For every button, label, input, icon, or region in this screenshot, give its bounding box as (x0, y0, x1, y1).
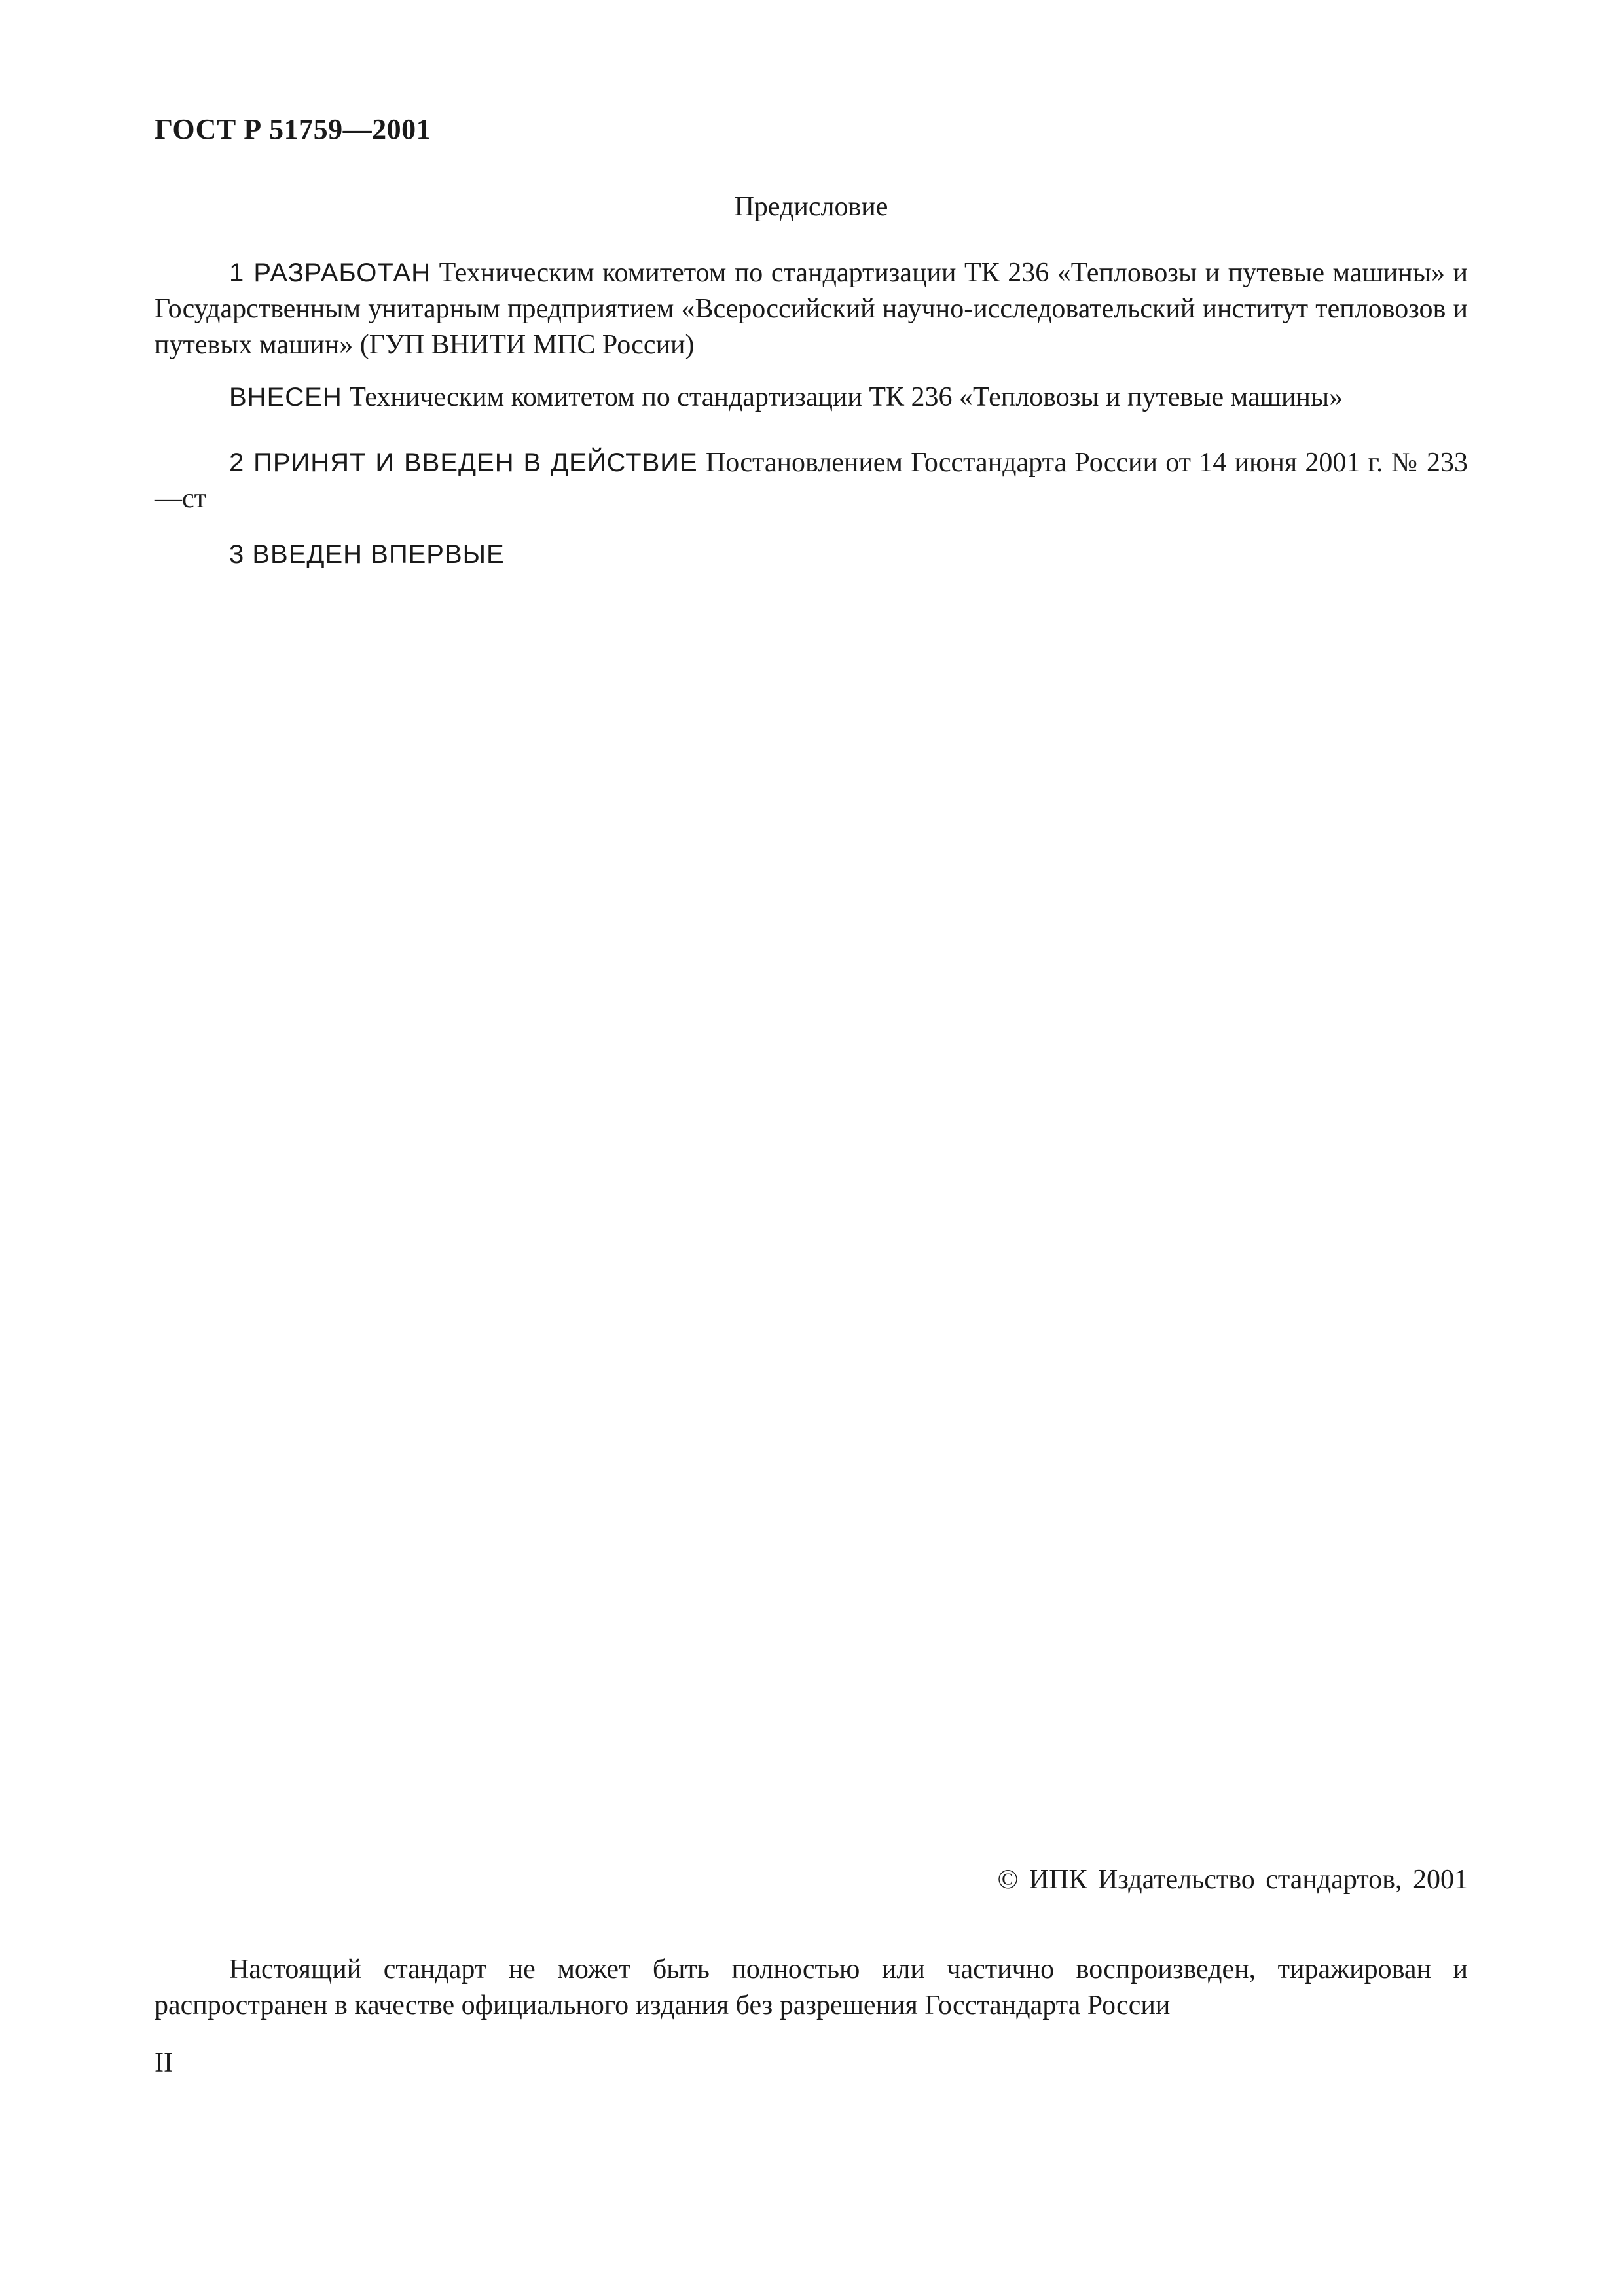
preface-item-first-introduced (155, 537, 1468, 573)
preface-item-text: Техническим комитетом по стандартизации ТК 236 «Тепловозы и путевые машины» и Государственным унитарным предприятием «Всероссийский научно-исследовательский институт тепловозов и путевых машин» (ГУП ВНИТИ МПС России) (155, 258, 1468, 360)
preface-item-introduced (155, 380, 1468, 416)
preface-item-lead: 1 РАЗРАБОТАН (229, 259, 431, 287)
preface-item-lead: ВНЕСЕН (229, 383, 342, 412)
preface-item-text: Постановлением Госстандарта России от 14 июня 2001 г. № 233—ст (155, 448, 1468, 514)
preface-item-developed (155, 255, 1468, 363)
preface-item-text: Техническим комитетом по стандартизации ТК 236 «Тепловозы и путевые машины» (342, 382, 1343, 412)
preface-item-adopted (155, 445, 1468, 517)
reproduction-notice: Настоящий стандарт не может быть полностью или частично воспроизведен, тиражирован и распространен в качестве официального издания без разрешения Госстандарта России (155, 1954, 1468, 2020)
page-number: II (155, 2048, 173, 2078)
copyright-line: © ИПК Издательство стандартов, 2001 (997, 1865, 1468, 1895)
preface-item-lead: 2 ПРИНЯТ И ВВЕДЕН В ДЕЙСТВИЕ (229, 448, 698, 477)
preface-item-lead: 3 ВВЕДЕН ВПЕРВЫЕ (229, 540, 505, 569)
document-id-header: ГОСТ Р 51759—2001 (155, 113, 431, 145)
preface-title: Предисловие (734, 192, 888, 222)
